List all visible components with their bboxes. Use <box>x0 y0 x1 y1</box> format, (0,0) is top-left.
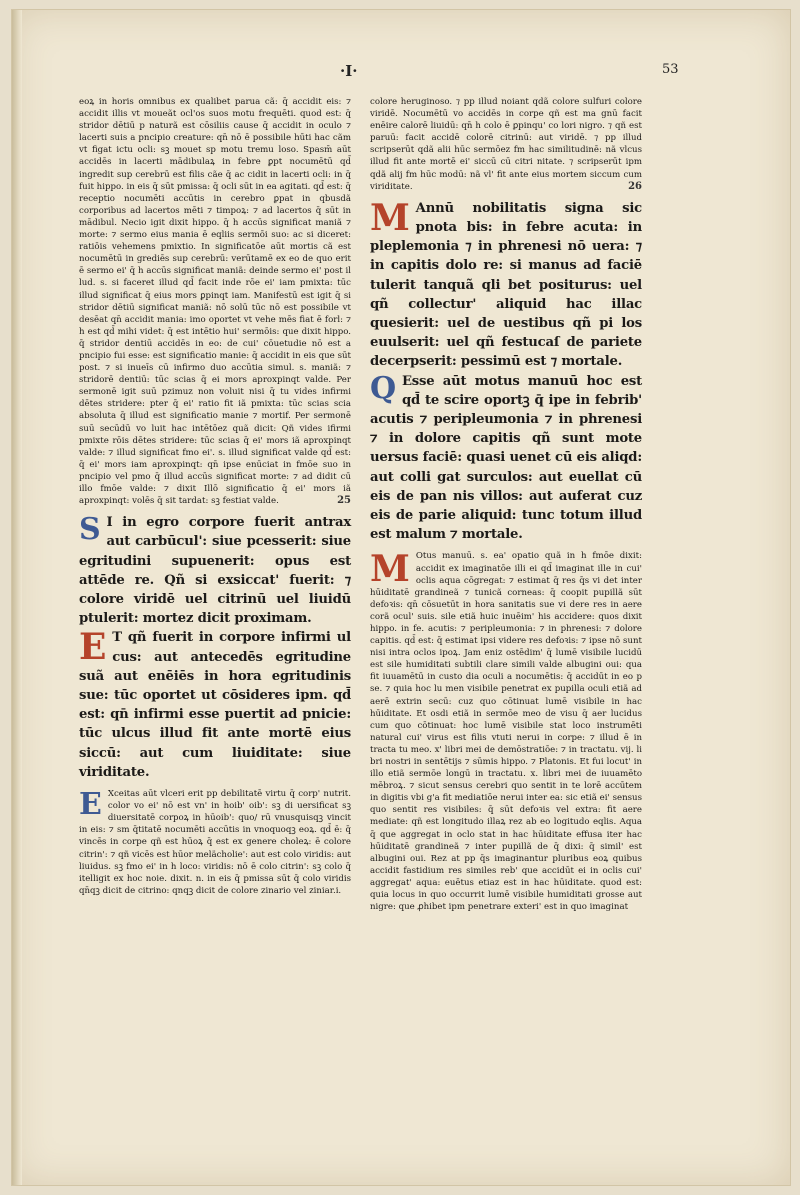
aphorism-text: I in egro corpore fuerit antrax aut carbūcul': siue pcesserit: siue egritudini supuenerit: opus est attēde re. Qñ si exsiccat' fuerit: ⁊ colore viridē uel citrinū uel liuidū ptulerit: mortez dicit proximam. <box>79 515 351 627</box>
aphorism-number: 25 <box>337 495 351 507</box>
aphorism-text-block <box>79 513 351 628</box>
folio-number: 53 <box>662 62 679 77</box>
aphorism-number: 26 <box>628 180 642 192</box>
aphorism-text: Annū nobilitatis signa sic pnota bis: in febre acuta: in pleplemonia ⁊ in phrenesi nō uera: ⁊ in capitis dolo re: si manus ad faciē tulerit tanquã qli bet positurus: uel qñ collectur' aliquid hac illac quesierit: uel de uestibus qñ pi los euulserit: uel qñ festucaſ de pariete decerpserit: pessimū est ⁊ mortale. <box>370 200 642 370</box>
left-column <box>79 96 351 897</box>
commentary-paragraph <box>370 550 642 913</box>
aphorism-text-block <box>370 196 642 372</box>
right-column <box>370 96 642 913</box>
initial-letter: E <box>79 626 107 669</box>
aphorism-text: Esse aūt motus manuū hoc est qd̄ te scire oportꝫ q̄ ipe in febrib' acutis ⁊ peripleumonia ⁊ in phrenesi ⁊ in dolore capitis qñ sunt mote uersus faciē: quasi uenet cū eis aliqd: aut colli gat surculos: aut euellat cū eis de pan nis villos: aut auferat cuz eis de parie aliquid: tunc totum illud est malum ⁊ mortale. <box>370 373 642 543</box>
initial-letter: M <box>370 548 410 591</box>
commentary-text: Otus manuū. s. ea' opatio quã in h fmōe dixit: accidit ex imaginatōe illi ei qd̄ imaginat ille in cui' oclis aqua cōgregat: ⁊ estimat q̄ res q̄s vi det inter hūiditatē grandineã ⁊ tunicã corneas: q̄ coopit pupillã sūt defoꝛis: qn̄ cōsuetūt in hora sanitatis sue vi dere res in aere corã ocul' suis. sile etiã huic inuēim' his accidere: quos dixit hippo. in fe. acutis: ⁊ peripleumonia: ⁊ in phrenesi: ⁊ dolore capitis. qd̄ est: q̄ estimat ipsi videre res defoꝛis: ⁊ ipse nō sunt nisi intra oclos ipoꝝ. Jam eniz ostēdim' q̄ lumē visibile lucidū est sile humiditati subtili clare simili valde albugini oui: qua fit iuuamētū in custo dia oculi a nocumētis: q̄ accidūt in eo p se. ⁊ quia hoc lu men visibile penetrat ex pupilla oculi etiã ad aerē extrin secū: cuz quo cōtinuat lumē visibile in hac hūiditate. Et osdi etiã in sermōe meo de visu q̄ aer lucidus cum quo cōtinuat: hoc lumē visibile stat loco instrumēti natural cui' virus est filis vtuti nerui in corpe: ⁊ illud ē in tracta tu meo. x' libri mei de demōstratiōe: ⁊ in tractatu. vij. li bri nostri in sentētijs ⁊ sūmis hippo. ⁊ Platonis. Et fui locut' in illo etiã sermōe longū in tractatu. x. libri mei de iuuamēto mēbroꝝ. ⁊ sicut sensus cerebri quo sentit in te lorē accūtem in digitis vbi g'a fit mediatiōe nerui inter ea: sic etiã ei' sensus quo sentit res visibiles: q̄ sūt defoꝛis vel extra: fit aere mediate: qñ est longitudo illaꝝ rez ab eo logitudo eqlis. Aqua q̄ que aggregat in oclo stat in hac hūiditate effusa iter hac hūiditatē grandineã ⁊ inter pupillã de q̄ dixi: q̄ simil' est albugini oui. Rez at pp q̄s imaginantur pluribus eoꝝ quibus accidit fastidium res similes reb' que accidūt ei in oclis cui' aggregat' aqua: euētus etiaz est in hac hūiditate. quod est: quia locus in quo occurrit lumē visibile humiditati grosse aut nigre: que ꝓhibet ipm penetrare exteri' est in quo imaginat <box>370 551 642 913</box>
page-gutter-shadow <box>12 10 22 1185</box>
initial-letter: Q <box>370 370 396 406</box>
initial-letter: E <box>79 787 102 823</box>
commentary-paragraph <box>79 96 351 507</box>
commentary-paragraph <box>79 788 351 897</box>
commentary-text: Xceitas aūt vlceri erit pp debilitatē virtu q̄ corp' nutrit. color vo ei' nō est vn' in hoib' oib': sꝫ di uersificat sꝫ diuersitatē corpoꝝ in hūoib': quo/ rū vnusquisqꝫ vincit in eis: ⁊ sm q̄titatē nocumēti accūtis in vnoquoqꝫ eoꝝ. qd̄ ē: q̄ vincēs in corpe qñ est hūoꝝ q̄ est ex genere choleꝝ: ē colore citrin': ⁊ qñ vicēs est hūor melächolie': aut est colo viridis: aut liuidus. sꝫ fmo ei' in h loco: viridis: nō ē colo citrin': sꝫ colo q̄ itelligit ex hoc noie. dixit. n. in eis q̄ pmissa sūt q̄ colo viridis qn̄qꝫ dicit de citrino: qnqꝫ dicit de colore zinario vel ziniar.i. <box>79 789 351 896</box>
initial-letter: M <box>370 196 410 239</box>
running-head: ·I· <box>340 62 358 80</box>
initial-letter: S <box>79 512 101 548</box>
commentary-paragraph <box>370 96 642 193</box>
aphorism-text-block <box>370 372 642 545</box>
commentary-text: eoꝝ in horis omnibus ex qualibet parua cã: q̄ accidit eis: ⁊ accidit illis vt moueãt ocl'os suos motu frequēti. quod est: q̄ stridor dētiū p naturã est cōsiliis cause q̄ accidit in oculo ⁊ lacerti suis a pncipio creature: qn̄ nō ē possibile hūti hac cãm vt figat ictu ocli: sꝫ mouet sp motu tremu loso. Spasm̄ aūt accidēs in lacerti mādibulaꝝ in febre ꝑpt nocumētū qd̄ ingredit sup cerebrū est filis cãe q̄ ac cidit in lacerti ocli: in q̄ fuit hippo. in eis q̄ sūt pmissa: q̄ ocli sūt in ea agitati. qd̄ est: q̄ receptio nocumēti accūtis in cerebro ꝑpat in qbusdã corporibus ad lacertos mēti ⁊ timpoꝝ: ⁊ ad lacertos q̄ sūt in mādibul. Necio igit dixit hippo. q̄ h accūs significat maniã ⁊ morte: ⁊ sermo eius mania ē eqliis sermōi suo: ac si diceret: ratiōis vehemens pmixtio. In significatōe aūt mortis cã est nocumētū in grediēs sup cerebrū: verūtamē ex eo de quo erit ē sermo ei' q̄ h accūs significat maniã: deinde sermo ei' post il lud. s. si faceret illud qd̄ facit inde rōe ei' iam pmixta: tūc illud significat q̄ eius mors ꝑpinqt iam. Manifestū est igit q̄ si stridor dētiū significat maniã: nō solū tūc nō est possibile vt desēat qn̄ accidit mania: imo oportet vt vehe mēs fiat ē forl: ⁊ h est qd̄ mihi videt: q̄ est intētio hui' sermōis: que dixit hippo. q̄ stridor dentiū accidēs in eo: de cui' cōuetudie nō est a pncipio fui esse: est significatio manie: q̄ accidit in eis que sūt post. ⁊ si inueīs cū infirmo duo accūtia simul. s. maniã: ⁊ stridorē dentiū: tūc scias q̄ ei mors aproxpinqt valde. Per sermonē igit suū pzimuz non voluit nisi q̄ tu vides infirmi dētes stridere: pter q̄ ei' ratio fit iã pmixta: tūc scias scia absoluta q̄ illud est significatio manie ⁊ mortif. Per sermonē suū secūdū vo luit hac intētōez quã dicit: Qñ vides ifirmi pmixte rōis dētes stridere: tūc scias q̄ ei' mors iã aproxpinqt valde: ⁊ illud significat fmo ei'. s. illud significat valde qd̄ est: q̄ ei' mors iam aproxpinqt: qn̄ ipse enūciat in fmōe suo in pncipio vel pmo q̄ illud accūs significat morte: ⁊ ad didit cū illo fmōe valde: ⁊ dixit Illō significatio q̄ ei' mors iã aproxpinqt: volēs q̄ sit tardat: sꝫ festiat valde. <box>79 97 351 507</box>
aphorism-text: T qñ fuerit in corpore infirmi ul cus: aut antecedēs egritudine suã aut enēiēs in hora egritudinis sue: tūc oportet ut cōsideres ipm. qd̄ est: qn̄ infirmi esse puertit ad pnicie: tūc ulcus illud fit ante mortē eius siccū: aut cum liuiditate: siue viriditate. <box>79 630 351 780</box>
commentary-text: colore heruginoso. ⁊ pp illud noiant qdã colore sulfuri colore viridē. Nocumētū vo accidēs in corpe qñ est ma gnū facit enēire calorē liuidū: qn̄ h colo ē ꝑpinqu' co lori nigro. ⁊ qñ est paruū: facit accidē colorē citrinū: aut viridē. ⁊ pp illud scripserūt qdã alii hūc sermōez fm hac similitudinē: nã vlcus illud fit ante mortē ei' siccū cū citri nitate. ⁊ scripserūt ipm qdã alij fm hūc modū: nã vl' fit ante eius mortem siccum cum viriditate. <box>370 97 642 192</box>
aphorism-text-block <box>79 628 351 782</box>
